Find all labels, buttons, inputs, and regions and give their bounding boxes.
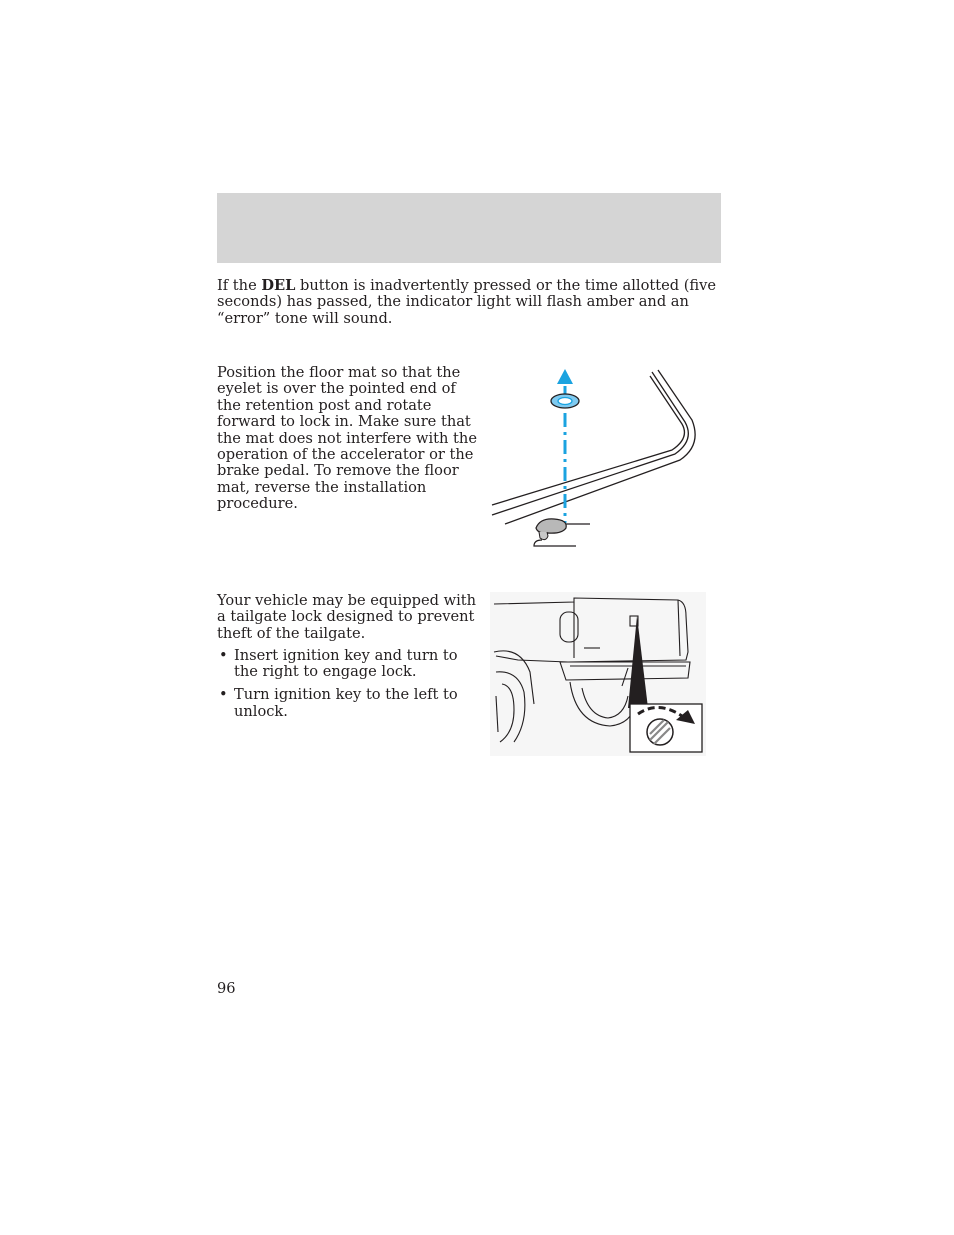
bullet-dot: • <box>219 647 228 664</box>
bullet-dot: • <box>219 686 228 704</box>
intro-text-before: If the <box>217 277 262 294</box>
tailgate-lock-paragraph: Your vehicle may be equipped with a tailgate lock designed to prevent theft of the tailgate. <box>217 592 477 642</box>
tailgate-lock-diagram <box>490 592 706 756</box>
intro-paragraph <box>217 278 717 327</box>
page-number: 96 <box>217 980 236 997</box>
intro-text-after: button is inadvertently pressed or the time allotted (five seconds) has passed, the indicator light will flash amber and an “error” tone will sound. <box>217 277 717 327</box>
bullet-text: Turn ignition key to the left to unlock. <box>234 686 458 720</box>
list-item <box>217 687 479 720</box>
list-item <box>217 648 479 681</box>
section-header-band <box>217 193 721 263</box>
bullet-text: Insert ignition key and turn to the right to engage lock. <box>234 647 458 681</box>
del-button-label: DEL <box>261 277 296 294</box>
floor-mat-paragraph: Position the floor mat so that the eyelet is over the pointed end of the retention post and rotate forward to lock in. Make sure that the mat does not interfere with the operation of the accelerator or the brake pedal. To remove the floor mat, reverse the installation procedure. <box>217 364 477 513</box>
floor-mat-retention-diagram <box>490 360 710 555</box>
tailgate-steps-list <box>217 648 479 727</box>
